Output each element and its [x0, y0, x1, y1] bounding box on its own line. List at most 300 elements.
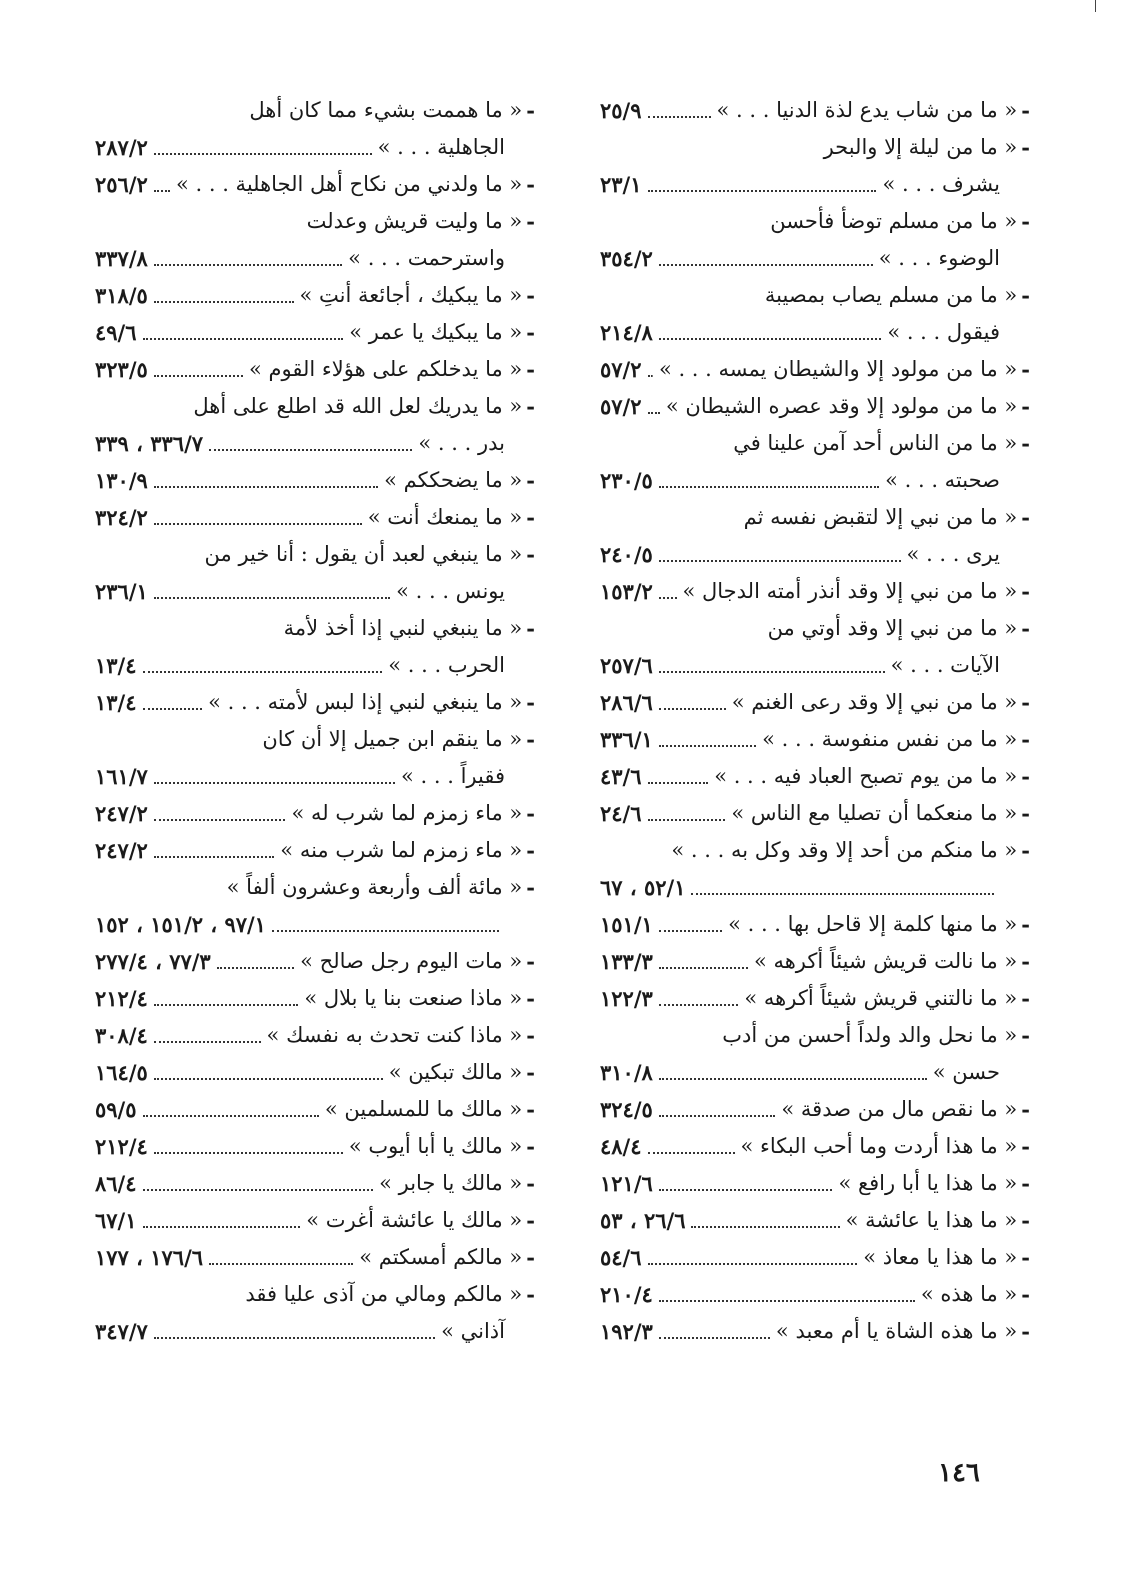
entry-reference: ٢٦/٦ ، ٥٣: [600, 1208, 686, 1233]
entry-text: « ما نحل والد ولداً أحسن من أدب: [722, 1023, 1018, 1047]
entry-first-line: [600, 1091, 1030, 1128]
entry-text: « ما من نبي إلا وقد أنذر أمته الدجال »: [682, 579, 1018, 603]
dot-leader: [659, 1078, 927, 1080]
dot-leader: [143, 1226, 301, 1228]
entry-first-line: [600, 906, 1030, 943]
entry-reference: ٢٤/٦: [600, 801, 642, 826]
entry-reference: ٣٣٦/١: [600, 727, 653, 752]
entry-reference: ٢١٢/٤: [95, 986, 148, 1011]
entry-first-line: [600, 388, 1030, 425]
entry-continuation-line: [600, 166, 1030, 203]
entry-reference: ٢٥/٩: [600, 98, 642, 123]
entry-reference: ٢٤٧/٢: [95, 801, 148, 826]
entry-text: « مائة ألف وأربعة وعشرون ألفاً »: [226, 875, 523, 899]
dot-leader: [154, 1152, 343, 1154]
index-entry: [600, 721, 1030, 758]
index-entry: [600, 1202, 1030, 1239]
entry-reference: ١٦١/٧: [95, 764, 148, 789]
entry-reference: ٣٣٦/٧ ، ٣٣٩: [95, 431, 204, 456]
entry-text: « ما من مسلم يصاب بمصيبة: [764, 283, 1018, 307]
entry-text: « ما من شاب يدع لذة الدنيا . . . »: [716, 98, 1018, 122]
entry-dash: -: [1021, 431, 1030, 456]
dot-leader: [659, 264, 873, 266]
entry-reference: ١٢٢/٣: [600, 986, 653, 1011]
entry-text: « ما من يوم تصبح العباد فيه . . . »: [714, 764, 1018, 788]
entry-continuation-line: [600, 647, 1030, 684]
entry-first-line: [95, 1239, 535, 1276]
entry-reference: ٢١٢/٤: [95, 1134, 148, 1159]
entry-text: الآيات . . . »: [890, 653, 1000, 677]
dot-leader: [154, 523, 362, 525]
entry-reference: ٥٧/٢: [600, 394, 642, 419]
entry-text: « ما نالت قريش شيئاً أكرهه »: [753, 949, 1018, 973]
index-entry: [95, 314, 535, 351]
index-entry: [600, 425, 1030, 499]
entry-text: « ما نقص مال من صدقة »: [781, 1097, 1018, 1121]
index-entry: [95, 1165, 535, 1202]
entry-first-line: [95, 351, 535, 388]
entry-dash: -: [526, 690, 535, 715]
entry-text: « ما ينقم ابن جميل إلا أن كان: [262, 727, 523, 751]
entry-dash: -: [526, 394, 535, 419]
entry-first-line: [95, 314, 535, 351]
entry-first-line: [95, 499, 535, 536]
index-entry: [600, 1128, 1030, 1165]
entry-text: « ما يضحككم »: [384, 468, 523, 492]
index-entry: [95, 1239, 535, 1276]
entry-text: واسترحمت . . . »: [348, 246, 505, 270]
entry-dash: -: [1021, 616, 1030, 641]
dot-leader: [143, 338, 344, 340]
entry-first-line: [600, 832, 1030, 869]
entry-dash: -: [526, 801, 535, 826]
entry-text: « ما من مسلم توضأ فأحسن: [770, 209, 1018, 233]
entry-first-line: [600, 277, 1030, 314]
entry-first-line: [95, 1276, 535, 1313]
index-entry: [600, 943, 1030, 980]
entry-dash: -: [1021, 98, 1030, 123]
index-entry: [95, 388, 535, 462]
index-entry: [95, 1091, 535, 1128]
entry-text: « ماء زمزم لما شرب منه »: [280, 838, 523, 862]
entry-text: « ما من نفس منفوسة . . . »: [762, 727, 1018, 751]
entry-text: « ما من مولود إلا وقد عصره الشيطان »: [665, 394, 1018, 418]
entry-first-line: [95, 832, 535, 869]
index-entry: [600, 906, 1030, 943]
index-entry: [600, 1276, 1030, 1313]
entry-dash: -: [526, 172, 535, 197]
entry-first-line: [95, 536, 535, 573]
entry-reference: ١٣٣/٣: [600, 949, 653, 974]
entry-reference: ٣٤٧/٧: [95, 1319, 148, 1344]
index-entry: [95, 462, 535, 499]
entry-continuation-line: [600, 240, 1030, 277]
entry-first-line: [95, 388, 535, 425]
entry-reference: ١٩٢/٣: [600, 1319, 653, 1344]
dot-leader: [648, 412, 660, 414]
entry-first-line: [600, 129, 1030, 166]
entry-first-line: [95, 684, 535, 721]
entry-text: « ما وليت قريش وعدلت: [306, 209, 523, 233]
entry-text: يرى . . . »: [906, 542, 1000, 566]
entry-dash: -: [1021, 209, 1030, 234]
entry-text: « ما هذه الشاة يا أم معبد »: [775, 1319, 1018, 1343]
entry-first-line: [600, 1202, 1030, 1239]
entry-first-line: [95, 92, 535, 129]
entry-dash: -: [1021, 1134, 1030, 1159]
entry-first-line: [95, 721, 535, 758]
entry-first-line: [95, 1202, 535, 1239]
entry-first-line: [95, 869, 535, 906]
dot-leader: [143, 1189, 374, 1191]
entry-continuation-line: [95, 129, 535, 166]
entry-text: الوضوء . . . »: [878, 246, 1000, 270]
entry-first-line: [600, 684, 1030, 721]
index-entry: [600, 684, 1030, 721]
index-entry: [95, 92, 535, 166]
index-entry: [95, 832, 535, 869]
entry-dash: -: [526, 542, 535, 567]
entry-first-line: [600, 721, 1030, 758]
entry-first-line: [95, 795, 535, 832]
index-entry: [95, 203, 535, 277]
dot-leader: [154, 486, 378, 488]
index-entry: [95, 1017, 535, 1054]
index-entry: [600, 499, 1030, 573]
entry-text: فقيراً . . . »: [401, 764, 505, 788]
entry-dash: -: [526, 98, 535, 123]
entry-dash: -: [526, 505, 535, 530]
entry-first-line: [600, 1165, 1030, 1202]
dot-leader: [143, 671, 383, 673]
entry-dash: -: [1021, 1097, 1030, 1122]
entry-reference: ٥٢/١ ، ٦٧: [600, 875, 686, 900]
entry-reference: ٣١٠/٨: [600, 1060, 653, 1085]
dot-leader: [648, 190, 877, 192]
entry-first-line: [95, 1091, 535, 1128]
entry-reference: ٣٢٤/٢: [95, 505, 148, 530]
entry-reference: ٦٧/١: [95, 1208, 137, 1233]
entry-text: « ما ينبغي لنبي إذا لبس لأمته . . . »: [208, 690, 523, 714]
entry-reference: ٢٣٦/١: [95, 579, 148, 604]
entry-reference: ٤٣/٦: [600, 764, 642, 789]
entry-dash: -: [526, 1208, 535, 1233]
dot-leader: [659, 486, 879, 488]
entry-first-line: [600, 203, 1030, 240]
dot-leader: [154, 375, 243, 377]
entry-first-line: [600, 1017, 1030, 1054]
entry-continuation-line: [600, 869, 1030, 906]
dot-leader: [154, 1078, 383, 1080]
index-entry: [95, 795, 535, 832]
index-entry: [600, 1165, 1030, 1202]
entry-dash: -: [1021, 1171, 1030, 1196]
entry-first-line: [95, 277, 535, 314]
page-number: ١٤٦: [938, 1458, 980, 1488]
right-column: [600, 92, 1030, 1350]
entry-dash: -: [1021, 1319, 1030, 1344]
entry-text: الجاهلية . . . »: [377, 135, 505, 159]
index-entry: [600, 1239, 1030, 1276]
entry-dash: -: [526, 1171, 535, 1196]
entry-continuation-line: [600, 1054, 1030, 1091]
entry-text: « ما منكم من أحد إلا وقد وكل به . . . »: [671, 838, 1018, 862]
entry-dash: -: [1021, 1208, 1030, 1233]
entry-dash: -: [526, 1134, 535, 1159]
entry-text: يشرف . . . »: [882, 172, 1000, 196]
index-entry: [95, 684, 535, 721]
dot-leader: [648, 116, 711, 118]
entry-dash: -: [526, 468, 535, 493]
entry-text: « ما من ليلة إلا والبحر: [823, 135, 1018, 159]
entry-first-line: [600, 92, 1030, 129]
dot-leader: [659, 708, 726, 710]
index-entry: [95, 351, 535, 388]
entry-text: « ما يبكيك يا عمر »: [349, 320, 523, 344]
entry-text: « مالك يا عائشة أغرت »: [306, 1208, 523, 1232]
entry-reference: ١٥٣/٢: [600, 579, 653, 604]
entry-first-line: [600, 610, 1030, 647]
entry-dash: -: [526, 1245, 535, 1270]
entry-dash: -: [526, 727, 535, 752]
dot-leader: [648, 1263, 858, 1265]
entry-text: « ما نالتني قريش شيئاً أكرهه »: [744, 986, 1018, 1010]
entry-continuation-line: [95, 1313, 535, 1350]
entry-text: « مالك يا جابر »: [379, 1171, 523, 1195]
entry-text: « ماء زمزم لما شرب له »: [291, 801, 523, 825]
entry-continuation-line: [600, 536, 1030, 573]
entry-text: « ما هذا يا معاذ »: [863, 1245, 1018, 1269]
entry-dash: -: [526, 1023, 535, 1048]
index-entry: [95, 166, 535, 203]
entry-text: « مالكم أمسكتم »: [359, 1245, 523, 1269]
entry-text: « ما من نبي إلا لتقبض نفسه ثم: [743, 505, 1018, 529]
entry-dash: -: [1021, 1282, 1030, 1307]
entry-reference: ١٣/٤: [95, 653, 137, 678]
entry-dash: -: [1021, 727, 1030, 752]
entry-continuation-line: [95, 240, 535, 277]
index-entry: [600, 573, 1030, 610]
index-entry: [95, 499, 535, 536]
dot-leader: [691, 1226, 839, 1228]
index-entry: [600, 92, 1030, 129]
entry-first-line: [95, 1054, 535, 1091]
entry-reference: ٣٠٨/٤: [95, 1023, 148, 1048]
entry-reference: ٢٥٦/٢: [95, 172, 148, 197]
entry-first-line: [95, 1128, 535, 1165]
entry-first-line: [95, 203, 535, 240]
dot-leader: [659, 671, 885, 673]
entry-reference: ١٧٦/٦ ، ١٧٧: [95, 1245, 204, 1270]
entry-first-line: [95, 1017, 535, 1054]
entry-first-line: [600, 1276, 1030, 1313]
entry-reference: ٩٧/١ ، ١٥١/٢ ، ١٥٢: [95, 912, 266, 937]
entry-dash: -: [1021, 135, 1030, 160]
dot-leader: [209, 449, 412, 451]
entry-reference: ٤٩/٦: [95, 320, 137, 345]
entry-first-line: [95, 980, 535, 1017]
entry-reference: ٥٩/٥: [95, 1097, 137, 1122]
entry-text: « ما من الناس أحد آمن علينا في: [733, 431, 1018, 455]
entry-reference: ٢١٠/٤: [600, 1282, 653, 1307]
entry-reference: ٢٥٧/٦: [600, 653, 653, 678]
dot-leader: [659, 1115, 776, 1117]
entry-continuation-line: [95, 906, 535, 943]
index-entry: [95, 869, 535, 943]
index-entry: [95, 721, 535, 795]
dot-leader: [154, 1337, 435, 1339]
entry-dash: -: [526, 616, 535, 641]
index-entry: [95, 943, 535, 980]
index-entry: [600, 203, 1030, 277]
dot-leader: [659, 1300, 915, 1302]
entry-dash: -: [526, 283, 535, 308]
dot-leader: [648, 1152, 735, 1154]
entry-dash: -: [526, 875, 535, 900]
dot-leader: [154, 153, 372, 155]
index-entry: [600, 388, 1030, 425]
entry-dash: -: [526, 357, 535, 382]
entry-text: « ما منها كلمة إلا قاحل بها . . . »: [728, 912, 1018, 936]
index-entry: [95, 1202, 535, 1239]
entry-text: الحرب . . . »: [388, 653, 505, 677]
entry-text: « ما من مولود إلا والشيطان يمسه . . . »: [658, 357, 1018, 381]
entry-reference: ٤٨/٤: [600, 1134, 642, 1159]
index-entry: [95, 980, 535, 1017]
entry-reference: ١٥١/١: [600, 912, 653, 937]
entry-text: « ما يبكيك ، أجائعة أنتِ »: [299, 283, 523, 307]
entry-text: « مالك يا أبا أيوب »: [348, 1134, 523, 1158]
entry-text: « ماذا صنعت بنا يا بلال »: [304, 986, 523, 1010]
entry-first-line: [600, 795, 1030, 832]
entry-continuation-line: [600, 462, 1030, 499]
index-entry: [600, 832, 1030, 906]
entry-reference: ٢٣/١: [600, 172, 642, 197]
dot-leader: [154, 782, 395, 784]
dot-leader: [648, 375, 653, 377]
index-entry: [95, 1128, 535, 1165]
index-entry: [95, 1276, 535, 1350]
entry-first-line: [600, 1313, 1030, 1350]
entry-dash: -: [526, 320, 535, 345]
entry-dash: -: [526, 209, 535, 234]
dot-leader: [154, 1004, 299, 1006]
entry-first-line: [95, 166, 535, 203]
entry-text: « مات اليوم رجل صالح »: [300, 949, 523, 973]
entry-first-line: [600, 980, 1030, 1017]
entry-reference: ١٣٠/٩: [95, 468, 148, 493]
dot-leader: [143, 708, 203, 710]
entry-first-line: [600, 573, 1030, 610]
entry-text: « ما ينبغي لعبد أن يقول : أنا خير من: [204, 542, 523, 566]
index-entry: [95, 277, 535, 314]
dot-leader: [154, 856, 275, 858]
dot-leader: [659, 745, 756, 747]
index-entry: [600, 980, 1030, 1017]
entry-first-line: [95, 610, 535, 647]
index-entry: [600, 277, 1030, 351]
dot-leader: [659, 930, 722, 932]
entry-text: « ما منعكما أن تصليا مع الناس »: [731, 801, 1018, 825]
entry-dash: -: [1021, 283, 1030, 308]
dot-leader: [648, 819, 726, 821]
entry-dash: -: [1021, 579, 1030, 604]
entry-text: « مالكم ومالي من آذى عليا فقد: [245, 1282, 523, 1306]
dot-leader: [659, 560, 901, 562]
entry-reference: ٢٤٧/٢: [95, 838, 148, 863]
entry-text: « ما هذا يا عائشة »: [845, 1208, 1018, 1232]
entry-reference: ٥٧/٢: [600, 357, 642, 382]
entry-text: « ما هذا يا أبا رافع »: [838, 1171, 1018, 1195]
entry-first-line: [95, 462, 535, 499]
dot-leader: [154, 301, 294, 303]
entry-continuation-line: [95, 758, 535, 795]
entry-text: آذاني »: [441, 1319, 505, 1343]
entry-dash: -: [526, 1282, 535, 1307]
entry-reference: ١٣/٤: [95, 690, 137, 715]
index-entry: [600, 795, 1030, 832]
entry-reference: ٨٦/٤: [95, 1171, 137, 1196]
entry-dash: -: [526, 1097, 535, 1122]
entry-text: « ما يدريك لعل الله قد اطلع على أهل: [193, 394, 523, 418]
index-entry: [600, 1313, 1030, 1350]
entry-dash: -: [1021, 394, 1030, 419]
entry-dash: -: [1021, 764, 1030, 789]
entry-dash: -: [526, 986, 535, 1011]
index-entry: [600, 610, 1030, 684]
dot-leader: [659, 967, 748, 969]
entry-reference: ٢٨٧/٢: [95, 135, 148, 160]
dot-leader: [691, 893, 994, 895]
dot-leader: [659, 1004, 739, 1006]
index-entry: [95, 1054, 535, 1091]
entry-text: « ما ولدني من نكاح أهل الجاهلية . . . »: [175, 172, 523, 196]
entry-text: بدر . . . »: [418, 431, 505, 455]
dot-leader: [143, 1115, 319, 1117]
entry-dash: -: [1021, 838, 1030, 863]
entry-first-line: [600, 758, 1030, 795]
dot-leader: [659, 1189, 833, 1191]
dot-leader: [154, 597, 390, 599]
entry-text: « ما من نبي إلا وقد رعى الغنم »: [731, 690, 1018, 714]
entry-reference: ٢٣٠/٥: [600, 468, 653, 493]
entry-text: « ما هممت بشيء مما كان أهل: [249, 98, 523, 122]
dot-leader: [217, 967, 294, 969]
entry-text: « ما من نبي إلا وقد أوتي من: [767, 616, 1018, 640]
entry-reference: ٣١٨/٥: [95, 283, 148, 308]
dot-leader: [659, 1337, 770, 1339]
index-entry: [600, 129, 1030, 203]
entry-dash: -: [526, 949, 535, 974]
entry-text: « ما ينبغي لنبي إذا أخذ لأمة: [283, 616, 523, 640]
entry-first-line: [95, 943, 535, 980]
entry-continuation-line: [95, 647, 535, 684]
entry-reference: ٢٤٠/٥: [600, 542, 653, 567]
entry-first-line: [600, 425, 1030, 462]
entry-dash: -: [1021, 357, 1030, 382]
entry-text: صحبته . . . »: [885, 468, 1000, 492]
entry-text: حسن »: [932, 1060, 1000, 1084]
entry-text: « مالك ما للمسلمين »: [324, 1097, 523, 1121]
entry-text: يونس . . . »: [396, 579, 505, 603]
entry-text: « ما يدخلكم على هؤلاء القوم »: [249, 357, 523, 381]
entry-dash: -: [1021, 912, 1030, 937]
dot-leader: [154, 1041, 261, 1043]
entry-reference: ٣٢٤/٥: [600, 1097, 653, 1122]
dot-leader: [659, 338, 882, 340]
margin-mark: [1095, 0, 1096, 12]
dot-leader: [659, 597, 677, 599]
